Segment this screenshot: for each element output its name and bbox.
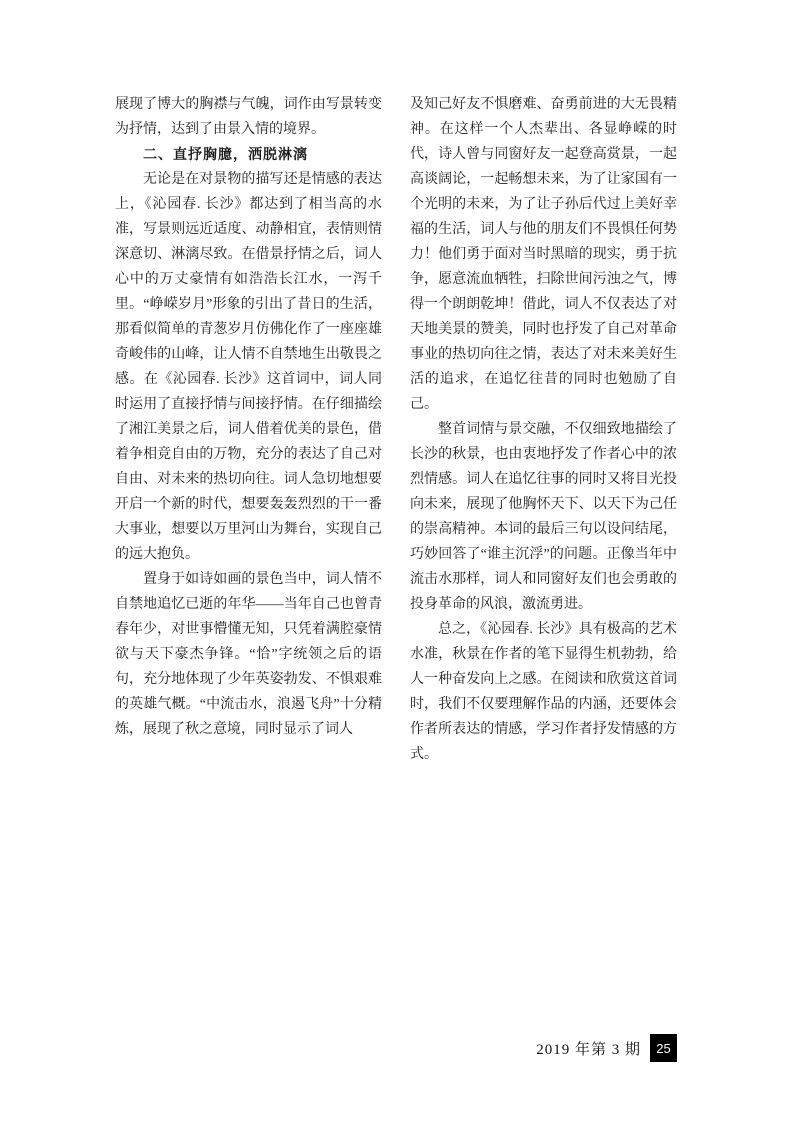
text-columns [115,92,677,767]
page-footer [115,1033,677,1063]
paragraph: 无论是在对景物的描写还是情感的表达上，《沁园春. 长沙》都达到了相当高的水准，写景则远近适度、动静相宜，表情则情深意切、淋漓尽致。在借景抒情之后，词人心中的万丈豪情有如浩浩长江水，一泻千里。“峥嵘岁月”形象的引出了昔日的生活，那看似简单的青葱岁月仿佛化作了一座座雄奇峻伟的山峰，让人情不自禁地生出敬畏之感。在《沁园春. 长沙》这首词中，词人同时运用了直接抒情与间接抒情。在仔细描绘了湘江美景之后，词人借着优美的景色，借着争相竞自由的万物，充分的表达了自己对自由、对未来的热切向往。词人急切地想要开启一个新的时代，想要轰轰烈烈的干一番大事业，想要以万里河山为舞台，实现自己的远大抱负。 [115,172,382,562]
paragraph: 总之，《沁园春. 长沙》具有极高的艺术水准，秋景在作者的笔下显得生机勃勃，给人一种奋发向上之感。在阅读和欣赏这首词时，我们不仅要理解作品的内涵，还要体会作者所表达的情感，学习作者抒发情感的方式。 [410,622,677,762]
paragraph: 整首词情与景交融，不仅细致地描绘了长沙的秋景，也由衷地抒发了作者心中的浓烈情感。词人在追忆往事的同时又将目光投向未来，展现了他胸怀天下、以天下为己任的崇高精神。本词的最后三句以设问结尾，巧妙回答了“谁主沉浮”的问题。正像当年中流击水那样，词人和同窗好友们也会勇敢的投身革命的风浪，激流勇进。 [410,422,677,612]
issue-label: 2019 年第 3 期 [536,1041,641,1058]
page-number-badge: 25 [650,1034,677,1062]
paragraph-continuation: 及知己好友不惧磨难、奋勇前进的大无畏精神。在这样一个人杰辈出、各显峥嵘的时代，诗人曾与同窗好友一起登高赏景，一起高谈阔论，一起畅想未来，为了让家国有一个光明的未来，为了让子孙后代过上美好幸福的生活，词人与他的朋友们不畏惧任何势力！他们勇于面对当时黑暗的现实，勇于抗争，愿意流血牺牲，扫除世间污浊之气，博得一个朗朗乾坤！借此，词人不仅表达了对天地美景的赞美，同时也抒发了自己对革命事业的热切向往之情，表达了对未来美好生活的追求，在追忆往昔的同时也勉励了自己。 [410,97,677,412]
left-column [115,92,382,767]
right-column [410,92,677,767]
section-heading: 二、直抒胸臆，洒脱淋漓 [143,146,308,162]
paragraph: 置身于如诗如画的景色当中，词人情不自禁地追忆已逝的年华——当年自己也曾青春年少，对世事懵懂无知，只凭着满腔豪情欲与天下豪杰争锋。“恰”字统领之后的语句，充分地体现了少年英姿勃发、不惧艰难的英雄气概。“中流击水，浪遏飞舟”十分精炼，展现了秋之意境，同时显示了词人 [115,572,382,737]
paragraph-continuation: 展现了博大的胸襟与气魄，词作由写景转变为抒情，达到了由景入情的境界。 [115,97,382,137]
